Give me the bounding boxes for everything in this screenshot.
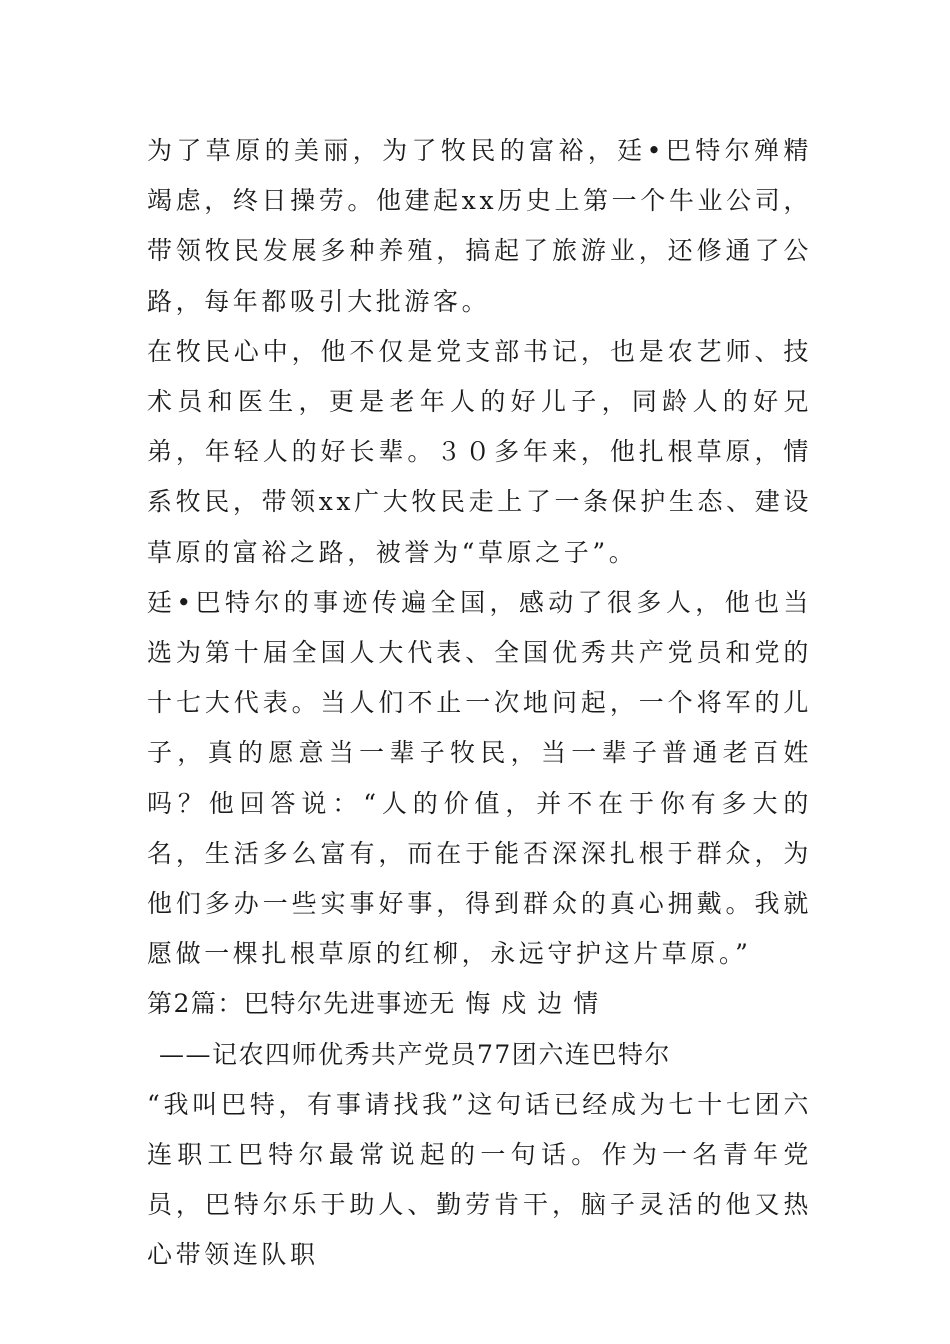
section-subtitle: ——记农四师优秀共产党员77团六连巴特尔: [159, 1039, 671, 1069]
body-paragraph-1: 为了草原的美丽，为了牧民的富裕，廷•巴特尔殚精竭虑，终日操劳。他建起xx历史上第一个牛业公司，带领牧民发展多种养殖，搞起了旅游业，还修通了公路，每年都吸引大批游客。: [147, 136, 812, 316]
section-paragraph-1: “我叫巴特，有事请找我”这句话已经成为七十七团六连职工巴特尔最常说起的一句话。作为一名青年党员，巴特尔乐于助人、勤劳肯干，脑子灵活的他又热心带领连队职: [147, 1089, 812, 1270]
section-title: 第2篇：巴特尔先进事迹无 悔 戍 边 情: [147, 989, 600, 1019]
document-body: [147, 126, 812, 1281]
body-paragraph-3: 廷•巴特尔的事迹传遍全国，感动了很多人，他也当选为第十届全国人大代表、全国优秀共产党员和党的十七大代表。当人们不止一次地问起，一个将军的儿子，真的愿意当一辈子牧民，当一辈子普通老百姓吗？他回答说：“人的价值，并不在于你有多大的名，生活多么富有，而在于能否深深扎根于群众，为他们多办一些实事好事，得到群众的真心拥戴。我就愿做一棵扎根草原的红柳，永远守护这片草原。”: [147, 587, 812, 969]
body-paragraph-2: 在牧民心中，他不仅是党支部书记，也是农艺师、技术员和医生，更是老年人的好儿子，同龄人的好兄弟，年轻人的好长辈。３０多年来，他扎根草原，情系牧民，带领xx广大牧民走上了一条保护生态、建设草原的富裕之路，被誉为“草原之子”。: [147, 336, 812, 567]
